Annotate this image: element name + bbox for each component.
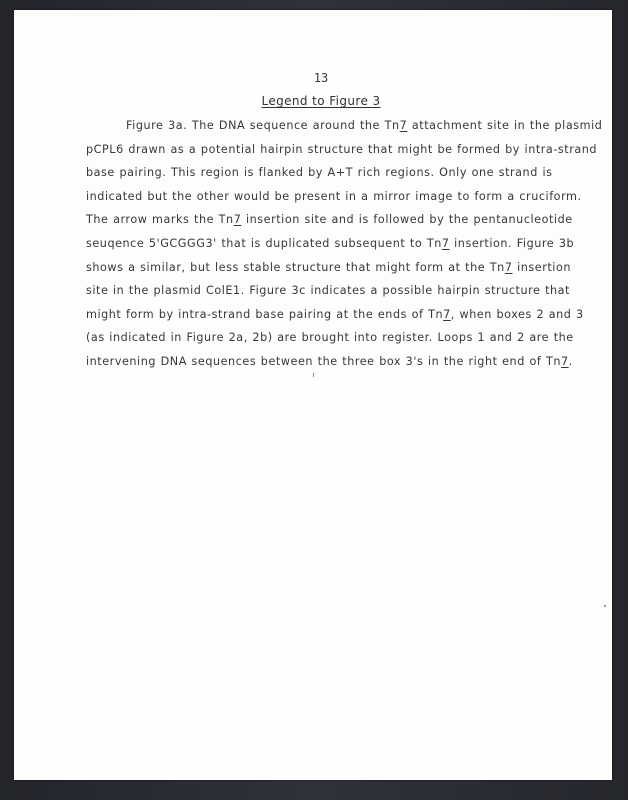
underlined-seven: 7 xyxy=(233,213,242,227)
underlined-seven: 7 xyxy=(560,354,569,368)
underlined-seven: 7 xyxy=(443,307,451,321)
legend-line: pCPL6 drawn as a potential hairpin structure that might be formed by intra-strand xyxy=(86,142,598,156)
legend-line: The arrow marks the Tn7 insertion site and is followed by the pentanucleotide xyxy=(86,213,573,227)
underlined-seven: 7 xyxy=(399,119,408,132)
scan-speck xyxy=(313,373,314,377)
underlined-seven: 7 xyxy=(504,260,513,274)
legend-line: indicated but the other would be present in a mirror image to form a cruciform. xyxy=(86,189,582,203)
legend-line: seuqence 5'GCGGG3' that is duplicated subsequent to Tn7 insertion. Figure 3b xyxy=(86,236,575,250)
legend-line: (as indicated in Figure 2a, 2b) are brought into register. Loops 1 and 2 are the xyxy=(86,331,574,345)
page-number: 13 xyxy=(313,71,329,85)
legend-line: might form by intra-strand base pairing at the ends of Tn7, when boxes 2 and 3 xyxy=(86,307,584,321)
legend-title xyxy=(22,94,620,108)
legend-paragraph xyxy=(86,114,603,374)
legend-line: base pairing. This region is flanked by A+T rich regions. Only one strand is xyxy=(86,166,553,180)
legend-line: site in the plasmid ColE1. Figure 3c indicates a possible hairpin structure that xyxy=(86,284,570,298)
legend-line: shows a similar, but less stable structure that might form at the Tn7 insertion xyxy=(86,260,571,274)
legend-line: Figure 3a. The DNA sequence around the Tn7 attachment site in the plasmid xyxy=(126,119,603,132)
scan-speck xyxy=(604,605,606,607)
legend-title-text: Legend to Figure 3 xyxy=(261,94,381,108)
legend-line: intervening DNA sequences between the three box 3's in the right end of Tn7. xyxy=(86,354,573,368)
underlined-seven: 7 xyxy=(441,236,450,250)
paper-sheet xyxy=(14,10,612,780)
